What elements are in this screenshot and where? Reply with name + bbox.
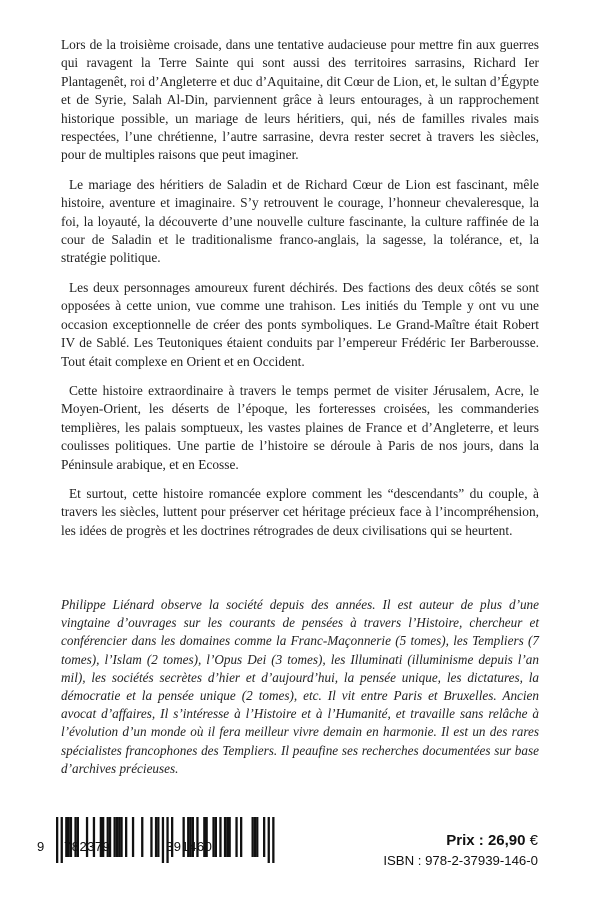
barcode-bar — [162, 817, 164, 863]
barcode-bar — [252, 817, 254, 857]
summary-paragraph-1: Lors de la troisième croisade, dans une tentative audacieuse pour mettre fin aux guerres qui ravagent la Terre Sainte qui sont aussi des territoires sarrasins, Richard Ier Plantagenêt, roi d’Angleterre et duc d’Aquitaine, dit Cœur de Lion, et, le sultan d’Égypte et de Syrie, Salah Al-Din, parviennent grâce à leurs entourages, à un rapprochement historique possible, un mariage de leurs héritiers, qui, nés de familles rivales mais respectées, l’une chrétienne, l’autre sarrasine, devra rester secret à travers les siècles, pour de multiples raisons que peut imaginer. — [61, 37, 539, 163]
barcode-bar — [155, 817, 157, 857]
barcode-bar — [118, 817, 120, 857]
barcode-bar — [235, 817, 237, 857]
price — [446, 832, 538, 849]
barcode-bar — [263, 817, 265, 857]
barcode-first-digit: 9 — [37, 839, 45, 854]
summary-paragraph-3: Les deux personnages amoureux furent déchirés. Des factions des deux côtés se sont opposées à cette union, vue comme une trahison. Les initiés du Temple y ont vu une occasion exceptionnelle de créer des ponts symboliques. Le Grand-Maître était Robert IV de Sablé. Les Teutoniques étaient conduits par l’empereur Frédéric Ier Barberousse. Tout était complexe en Orient et en Occident. — [61, 279, 539, 369]
isbn: ISBN : 978-2-37939-146-0 — [383, 853, 538, 868]
summary-paragraph-2: Le mariage des héritiers de Saladin et de Richard Cœur de Lion est fascinant, mêle histoire, aventure et imaginaire. S’y retrouvent le courage, l’honneur chevaleresque, la foi, la loyauté, la découverte d’une nouvelle culture fascinante, la culture raffinée de la cour de Saladin et le traditionalisme franco-anglais, la sagesse, la tolérance, et, la stratégie politique. — [61, 176, 539, 266]
barcode-bar — [116, 817, 118, 857]
barcode-bar — [219, 817, 221, 857]
barcode-bar — [272, 817, 274, 863]
author-bio: Philippe Liénard observe la société depuis des années. Il est auteur de plus d’une vingtaine d’ouvrages sur les courants de pensées à travers l’Histoire, chercheur et conférencier dans les domaines comme la Franc-Maçonnerie (5 tomes), les Templiers (7 tomes), l’Islam (2 tomes), l’Opus Dei (3 tomes), les Illuminati (illuminisme depuis l’an mil), les sociétés secrètes d’hier et d’aujourd’hui, la pensée unique, les dictatures, la démocratie et la pensée unique (2 tomes), etc. Il vit entre Paris et Bruxelles. Ancien avocat d’affaires, Il s’intéresse à l’Histoire et à l’Humanité, et travaille sans relâche à l’évolution d’un monde où il fera meilleur vivre demain en harmonie. Il est un des rares spécialistes francophones des Templiers. Il peaufine ses recherches documentées sur base d’archives précieuses. — [61, 597, 539, 776]
barcode-bar — [150, 817, 152, 857]
barcode-bar — [141, 817, 143, 857]
barcode-right-digits: 391460 — [166, 839, 213, 854]
barcode-bar — [229, 817, 231, 857]
summary-paragraph-4: Cette histoire extraordinaire à travers le temps permet de visiter Jérusalem, Acre, le Moyen-Orient, les déserts de l’époque, les forteresses croisées, les commanderies templières, les palais somptueux, les vastes plaines de France et d’Angleterre, et leurs coulisses politiques. Une partie de l’histoire se déroule à Paris de nos jours, dans la Péninsule arabique, et en Ecosse. — [61, 382, 539, 472]
barcode-bar — [215, 817, 217, 857]
barcode-bar — [240, 817, 242, 857]
barcode-bar — [132, 817, 134, 857]
barcode-bar — [61, 817, 63, 863]
barcode-bar — [212, 817, 214, 857]
summary-paragraph-5: Et surtout, cette histoire romancée explore comment les “descendants” du couple, à travers les siècles, luttent pour préserver cet héritage précieux face à l’incompréhension, les idées de progrès et les doctrines rétrogrades de deux civilisations qui se heurtent. — [61, 485, 539, 538]
barcode-bar — [254, 817, 256, 857]
barcode-bar — [268, 817, 270, 863]
barcode-bar — [114, 817, 116, 857]
price-label: Prix : 26,90 — [446, 832, 526, 849]
book-summary — [61, 36, 539, 551]
barcode-left-digits: 782379 — [64, 839, 111, 854]
price-currency: € — [529, 832, 538, 849]
barcode-bar — [125, 817, 127, 857]
barcode-bar — [157, 817, 159, 857]
barcode-bar — [256, 817, 258, 857]
barcode-bar — [224, 817, 226, 857]
barcode-bar — [56, 817, 58, 863]
barcode-bar — [226, 817, 228, 857]
barcode-bar — [120, 817, 122, 857]
